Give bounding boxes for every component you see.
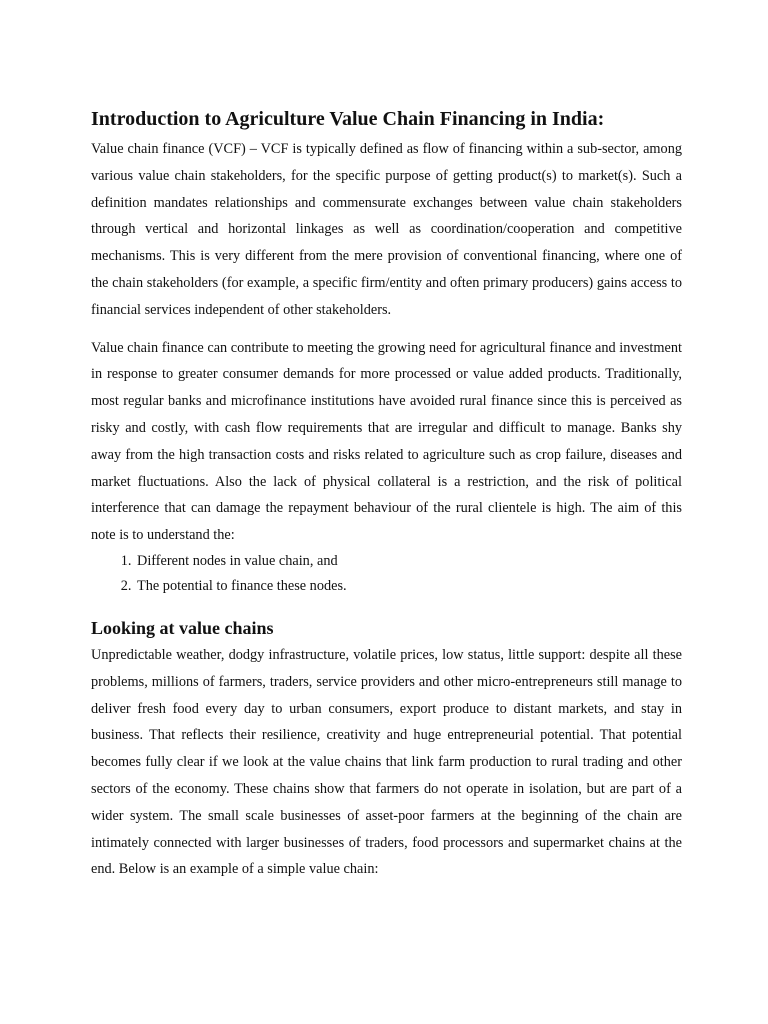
aims-list-item: 1. Different nodes in value chain, and (135, 549, 682, 575)
aims-list-item: 2. The potential to finance these nodes. (135, 574, 682, 600)
section-title-introduction: Introduction to Agriculture Value Chain Financing in India: (91, 108, 605, 130)
paragraph-vcf-definition: Value chain finance (VCF) – VCF is typically defined as flow of financing within a sub-sector, among various value chain stakeholders, for the specific purpose of getting product(s) to market(s). Such a definition mandates relationships and commensurate exchanges between value chain stakeholders through vertical and horizontal linkages as well as coordination/cooperation and competitive mechanisms. This is very different from the mere provision of conventional financing, where one of the chain stakeholders (for example, a specific firm/entity and often primary producers) gains access to financial services independent of other stakeholders. (91, 141, 682, 318)
paragraph-value-chains: Unpredictable weather, dodgy infrastructure, volatile prices, low status, little support: despite all these problems, millions of farmers, traders, service providers and other micro-entrepreneurs still manage to deliver fresh food every day to urban consumers, export produce to distant markets, and stay in business. That reflects their resilience, creativity and huge entrepreneurial potential. That potential becomes fully clear if we look at the value chains that link farm production to rural trading and other sectors of the economy. These chains show that farmers do not operate in isolation, but are part of a wider system. The small scale businesses of asset-poor farmers at the beginning of the chain are intimately connected with larger businesses of traders, food processors and supermarket chains at the end. Below is an example of a simple value chain: (91, 646, 682, 878)
paragraph-vcf-need: Value chain finance can contribute to meeting the growing need for agricultural finance and investment in response to greater consumer demands for more processed or value added products. Traditionally, most regular banks and microfinance institutions have avoided rural finance since this is perceived as risky and costly, with cash flow requirements that are irregular and difficult to manage. Banks shy away from the high transaction costs and risks related to agriculture such as crop failure, diseases and market fluctuations. Also the lack of physical collateral is a restriction, and the risk of political interference that can damage the repayment behaviour of the rural clientele is high. The aim of this note is to understand the: (91, 339, 682, 544)
section-title-value-chains: Looking at value chains (91, 617, 274, 638)
aims-list (91, 549, 682, 600)
